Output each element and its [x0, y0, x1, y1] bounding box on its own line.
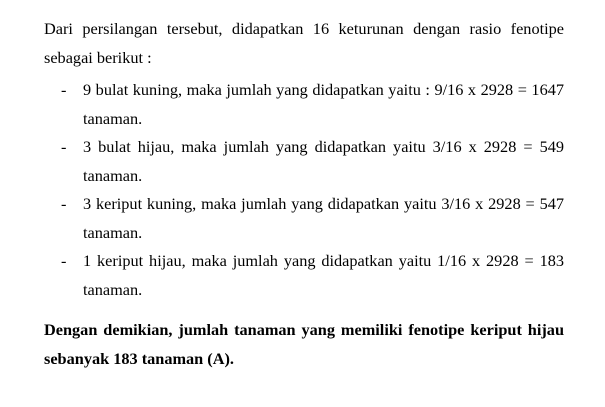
intro-paragraph: Dari persilangan tersebut, didapatkan 16 keturunan dengan rasio fenotipe sebagai berikut : — [44, 19, 564, 67]
document-body — [44, 14, 564, 373]
list-marker: - — [61, 251, 67, 270]
list-item-text: 3 bulat hijau, maka jumlah yang didapatkan yaitu 3/16 x 2928 = 549 tanaman. — [83, 137, 564, 185]
list-marker: - — [61, 194, 67, 213]
list-marker: - — [61, 80, 67, 99]
list-item — [44, 133, 564, 190]
list-item-text: 1 keriput hijau, maka jumlah yang didapatkan yaitu 1/16 x 2928 = 183 tanaman. — [83, 251, 564, 299]
list-item — [44, 247, 564, 304]
list-item — [44, 76, 564, 133]
list-item-text: 9 bulat kuning, maka jumlah yang didapatkan yaitu : 9/16 x 2928 = 1647 tanaman. — [83, 80, 564, 128]
list-item-text: 3 keriput kuning, maka jumlah yang didapatkan yaitu 3/16 x 2928 = 547 tanaman. — [83, 194, 564, 242]
phenotype-list — [44, 76, 564, 304]
list-marker: - — [61, 137, 67, 156]
conclusion-paragraph: Dengan demikian, jumlah tanaman yang memiliki fenotipe keriput hijau sebanyak 183 tanaman (A). — [44, 320, 564, 368]
list-item — [44, 190, 564, 247]
